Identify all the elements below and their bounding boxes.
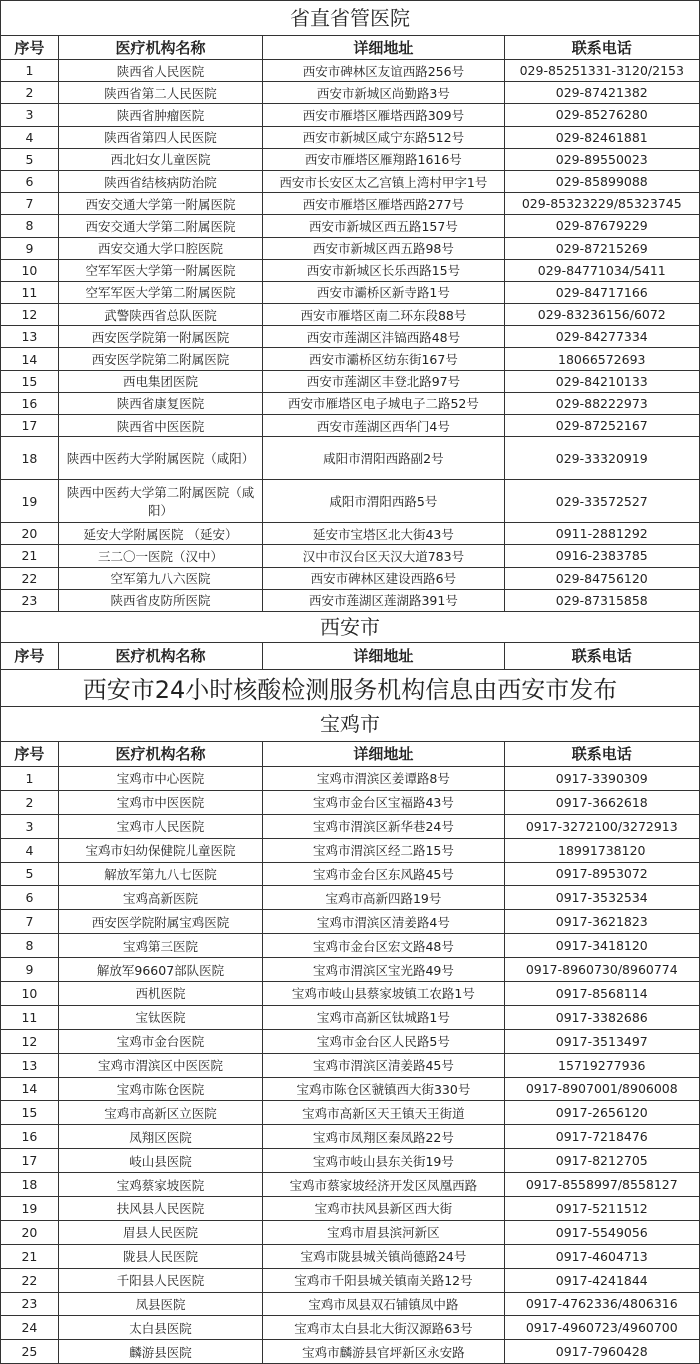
hospital-name: 宝鸡市高新区立医院 <box>59 1101 263 1124</box>
table-row <box>0 1029 700 1053</box>
table-row <box>0 237 700 259</box>
table-row <box>0 544 700 566</box>
table-header-row <box>0 741 700 766</box>
hospital-address: 宝鸡市陈仓区虢镇西大街330号 <box>263 1078 504 1101</box>
row-number: 20 <box>1 1221 59 1244</box>
hospital-phone: 0917-5549056 <box>555 1224 648 1240</box>
hospital-address: 宝鸡市渭滨区新华巷24号 <box>263 815 504 838</box>
hospital-address: 宝鸡市凤翔区秦凤路22号 <box>263 1125 504 1148</box>
table-row <box>0 170 700 192</box>
hospital-name: 凤翔区医院 <box>59 1125 263 1148</box>
hospital-name: 西机医院 <box>59 982 263 1005</box>
header-phone: 联系电话 <box>571 745 632 764</box>
hospital-phone: 0917-4960723/4960700 <box>525 1320 678 1336</box>
hospital-phone: 029-33320919 <box>555 450 648 466</box>
hospital-address: 西安市新城区西五路157号 <box>263 215 504 236</box>
header-name: 医疗机构名称 <box>59 742 263 766</box>
hospital-name: 宝鸡市人民医院 <box>59 815 263 838</box>
row-number: 11 <box>1 1006 59 1029</box>
hospital-phone: 0916-2383785 <box>555 548 648 564</box>
hospital-address: 宝鸡市金台区人民路5号 <box>263 1030 504 1053</box>
table-row <box>0 1077 700 1101</box>
row-number: 7 <box>1 193 59 214</box>
hospital-address: 西安市莲湖区沣镐西路48号 <box>263 326 504 347</box>
table-row <box>0 981 700 1005</box>
hospital-address: 宝鸡市渭滨区姜谭路8号 <box>263 767 504 790</box>
hospital-phone: 0917-4241844 <box>555 1272 648 1288</box>
hospital-address: 西安市新城区咸宁东路512号 <box>263 127 504 148</box>
table-row <box>0 347 700 369</box>
hospital-phone: 029-88222973 <box>555 395 648 411</box>
hospital-phone: 029-87421382 <box>555 85 648 101</box>
table-row <box>0 862 700 886</box>
row-number: 7 <box>1 910 59 933</box>
table-row <box>0 1148 700 1172</box>
hospital-phone: 0917-4762336/4806316 <box>525 1296 678 1312</box>
hospital-address: 宝鸡市岐山县东关街19号 <box>263 1149 504 1172</box>
hospital-name: 陕西省中医医院 <box>59 415 263 436</box>
hospital-address: 宝鸡市太白县北大街汉源路63号 <box>263 1316 504 1339</box>
hospital-address: 宝鸡市千阳县城关镇南关路12号 <box>263 1269 504 1292</box>
hospital-phone: 029-83236156/6072 <box>537 307 666 323</box>
hospital-phone: 0917-8953072 <box>555 866 648 882</box>
table-row <box>0 885 700 909</box>
row-number: 1 <box>1 767 59 790</box>
hospital-name: 空军第九八六医院 <box>59 568 263 589</box>
hospital-name: 陕西省人民医院 <box>59 60 263 81</box>
table-row <box>0 59 700 81</box>
row-number: 3 <box>1 815 59 838</box>
hospital-name: 解放军96607部队医院 <box>59 958 263 981</box>
table-row <box>0 325 700 347</box>
hospital-name: 西北妇女儿童医院 <box>59 149 263 170</box>
table-row <box>0 1196 700 1220</box>
table-row <box>0 148 700 170</box>
hospital-name: 武警陕西省总队医院 <box>59 304 263 325</box>
hospital-address: 延安市宝塔区北大街43号 <box>263 523 504 544</box>
hospital-address: 西安市雁塔区雁塔西路309号 <box>263 104 504 125</box>
table-row <box>0 103 700 125</box>
hospital-phone: 029-84717166 <box>555 284 648 300</box>
header-name: 医疗机构名称 <box>59 643 263 669</box>
header-address: 详细地址 <box>263 742 504 766</box>
section-title: 西安市 <box>0 611 700 642</box>
row-number: 4 <box>1 839 59 862</box>
row-number: 24 <box>1 1316 59 1339</box>
row-number: 5 <box>1 149 59 170</box>
table-row <box>0 1315 700 1339</box>
row-number: 10 <box>1 260 59 281</box>
row-number: 9 <box>1 238 59 259</box>
hospital-name: 西安医学院第一附属医院 <box>59 326 263 347</box>
hospital-name: 麟游县医院 <box>59 1340 263 1363</box>
row-number: 10 <box>1 982 59 1005</box>
hospital-name: 宝钛医院 <box>59 1006 263 1029</box>
row-number: 19 <box>1 1197 59 1220</box>
hospital-phone: 0917-8907001/8906008 <box>525 1081 678 1097</box>
hospital-phone: 029-87215269 <box>555 240 648 256</box>
hospital-name: 宝鸡市中心医院 <box>59 767 263 790</box>
row-number: 14 <box>1 348 59 369</box>
hospital-phone: 029-85323229/85323745 <box>521 196 682 212</box>
hospital-name: 陕西省结核病防治院 <box>59 171 263 192</box>
table-row <box>0 838 700 862</box>
hospital-name: 宝鸡市陈仓医院 <box>59 1078 263 1101</box>
table-row <box>0 414 700 436</box>
row-number: 8 <box>1 934 59 957</box>
hospital-name: 陇县人民医院 <box>59 1245 263 1268</box>
hospital-phone: 0911-2881292 <box>555 526 648 542</box>
table-row <box>0 909 700 933</box>
row-number: 18 <box>1 437 59 479</box>
hospital-phone: 0917-3382686 <box>555 1009 648 1025</box>
hospital-phone: 0917-3272100/3272913 <box>525 818 678 834</box>
hospital-name: 西安医学院附属宝鸡医院 <box>59 910 263 933</box>
hospital-name: 西安交通大学第二附属医院 <box>59 215 263 236</box>
table-row <box>0 1124 700 1148</box>
hospital-address: 西安市雁塔区雁翔路1616号 <box>263 149 504 170</box>
hospital-name: 三二〇一医院（汉中） <box>59 545 263 566</box>
hospital-name: 陕西中医药大学附属医院（咸阳） <box>59 437 263 479</box>
header-no: 序号 <box>1 742 59 766</box>
hospital-address: 宝鸡市金台区宏文路48号 <box>263 934 504 957</box>
hospital-name: 西安交通大学第一附属医院 <box>59 193 263 214</box>
table-row <box>0 567 700 589</box>
hospital-address: 西安市长安区太乙宫镇上湾村甲字1号 <box>263 171 504 192</box>
hospital-name: 西安医学院第二附属医院 <box>59 348 263 369</box>
table-row <box>0 790 700 814</box>
table-row <box>0 1244 700 1268</box>
hospital-phone: 029-87679229 <box>555 218 648 234</box>
table-row <box>0 281 700 303</box>
row-number: 1 <box>1 60 59 81</box>
hospital-name: 宝鸡市妇幼保健院儿童医院 <box>59 839 263 862</box>
hospital-phone: 0917-5211512 <box>555 1200 648 1216</box>
header-no: 序号 <box>1 36 59 59</box>
table-row <box>0 1172 700 1196</box>
hospital-address: 西安市雁塔区雁塔西路277号 <box>263 193 504 214</box>
hospital-name: 陕西省康复医院 <box>59 393 263 414</box>
hospital-name: 西安交通大学口腔医院 <box>59 238 263 259</box>
hospital-name: 陕西省第四人民医院 <box>59 127 263 148</box>
hospital-name: 扶风县人民医院 <box>59 1197 263 1220</box>
hospital-name: 宝鸡高新医院 <box>59 886 263 909</box>
row-number: 20 <box>1 523 59 544</box>
hospital-phone: 0917-3390309 <box>555 770 648 786</box>
row-number: 8 <box>1 215 59 236</box>
row-number: 17 <box>1 1149 59 1172</box>
hospital-name: 宝鸡市金台医院 <box>59 1030 263 1053</box>
section-title: 宝鸡市 <box>0 706 700 741</box>
hospital-name: 岐山县医院 <box>59 1149 263 1172</box>
hospital-address: 宝鸡市凤县双石铺镇凤中路 <box>263 1293 504 1316</box>
hospital-name: 千阳县人民医院 <box>59 1269 263 1292</box>
table-row <box>0 957 700 981</box>
hospital-address: 宝鸡市渭滨区宝光路49号 <box>263 958 504 981</box>
hospital-phone: 18991738120 <box>558 842 646 858</box>
table-row <box>0 1005 700 1029</box>
row-number: 4 <box>1 127 59 148</box>
row-number: 3 <box>1 104 59 125</box>
table-row <box>0 126 700 148</box>
hospital-address: 西安市新城区西五路98号 <box>263 238 504 259</box>
hospital-phone: 0917-4604713 <box>555 1248 648 1264</box>
hospital-address: 西安市新城区尚勤路3号 <box>263 82 504 103</box>
hospital-address: 宝鸡市眉县滨河新区 <box>263 1221 504 1244</box>
header-name: 医疗机构名称 <box>59 36 263 59</box>
hospital-address: 汉中市汉台区天汉大道783号 <box>263 545 504 566</box>
table-row <box>0 81 700 103</box>
table-row <box>0 1220 700 1244</box>
header-no: 序号 <box>1 643 59 669</box>
hospital-address: 西安市莲湖区莲湖路391号 <box>263 590 504 611</box>
xian-notice: 西安市24小时核酸检测服务机构信息由西安市发布 <box>0 669 700 706</box>
hospital-name: 空军军医大学第一附属医院 <box>59 260 263 281</box>
row-number: 6 <box>1 886 59 909</box>
table-row <box>0 522 700 544</box>
table-row <box>0 214 700 236</box>
hospital-phone: 029-85899088 <box>555 174 648 190</box>
row-number: 23 <box>1 590 59 611</box>
hospital-phone: 029-84771034/5411 <box>537 262 666 278</box>
hospital-address: 宝鸡市陇县城关镇尚德路24号 <box>263 1245 504 1268</box>
hospital-address: 宝鸡市麟游县官坪新区永安路 <box>263 1340 504 1363</box>
row-number: 6 <box>1 171 59 192</box>
hospital-phone: 029-87252167 <box>555 418 648 434</box>
hospital-phone: 029-85276280 <box>555 107 648 123</box>
hospital-address: 咸阳市渭阳西路5号 <box>263 480 504 522</box>
hospital-name: 太白县医院 <box>59 1316 263 1339</box>
header-phone: 联系电话 <box>571 39 632 57</box>
table-row <box>0 370 700 392</box>
table-row <box>0 933 700 957</box>
row-number: 21 <box>1 1245 59 1268</box>
header-address: 详细地址 <box>263 36 504 59</box>
hospital-name: 宝鸡市渭滨区中医医院 <box>59 1054 263 1077</box>
hospital-address: 宝鸡市扶风县新区西大街 <box>263 1197 504 1220</box>
table-row <box>0 1053 700 1077</box>
row-number: 13 <box>1 326 59 347</box>
hospital-name: 宝鸡蔡家坡医院 <box>59 1173 263 1196</box>
row-number: 15 <box>1 1101 59 1124</box>
hospital-phone: 0917-2656120 <box>555 1105 648 1121</box>
table-row <box>0 192 700 214</box>
hospital-phone: 029-82461881 <box>555 129 648 145</box>
hospital-phone: 0917-3532534 <box>555 890 648 906</box>
table-header-row <box>0 642 700 669</box>
hospital-name: 凤县医院 <box>59 1293 263 1316</box>
hospital-phone: 029-89550023 <box>555 151 648 167</box>
hospital-address: 西安市碑林区建设西路6号 <box>263 568 504 589</box>
header-address: 详细地址 <box>263 643 504 669</box>
hospital-name: 宝鸡第三医院 <box>59 934 263 957</box>
hospital-phone: 029-85251331-3120/2153 <box>519 63 684 79</box>
table-row <box>0 259 700 281</box>
row-number: 22 <box>1 1269 59 1292</box>
row-number: 12 <box>1 1030 59 1053</box>
hospital-address: 西安市碑林区友谊西路256号 <box>263 60 504 81</box>
table-row <box>0 1268 700 1292</box>
hospital-phone: 0917-8960730/8960774 <box>525 962 678 977</box>
hospital-address: 宝鸡市岐山县蔡家坡镇工农路1号 <box>263 982 504 1005</box>
row-number: 2 <box>1 791 59 814</box>
hospital-name: 眉县人民医院 <box>59 1221 263 1244</box>
hospital-address: 宝鸡市高新区天王镇天王街道 <box>263 1101 504 1124</box>
hospital-phone: 0917-8558997/8558127 <box>525 1177 678 1193</box>
hospital-address: 西安市灞桥区新寺路1号 <box>263 282 504 303</box>
hospital-address: 咸阳市渭阳西路副2号 <box>263 437 504 479</box>
row-number: 11 <box>1 282 59 303</box>
hospital-name: 延安大学附属医院 （延安） <box>59 523 263 544</box>
hospital-phone: 0917-3662618 <box>555 794 648 810</box>
hospital-phone: 0917-7218476 <box>555 1129 648 1145</box>
table-row <box>0 303 700 325</box>
hospital-name: 陕西省皮防所医院 <box>59 590 263 611</box>
hospital-phone: 0917-3418120 <box>555 938 648 954</box>
hospital-name: 西电集团医院 <box>59 371 263 392</box>
hospital-address: 宝鸡市金台区宝福路43号 <box>263 791 504 814</box>
hospital-phone: 029-84756120 <box>555 570 648 586</box>
row-number: 22 <box>1 568 59 589</box>
hospital-name: 陕西省第二人民医院 <box>59 82 263 103</box>
hospital-phone: 0917-3621823 <box>555 914 648 930</box>
hospital-name: 空军军医大学第二附属医院 <box>59 282 263 303</box>
row-number: 23 <box>1 1293 59 1316</box>
row-number: 21 <box>1 545 59 566</box>
hospital-phone: 0917-8212705 <box>555 1153 648 1169</box>
hospital-phone: 0917-3513497 <box>555 1033 648 1049</box>
table-row <box>0 1100 700 1124</box>
hospital-address: 西安市莲湖区丰登北路97号 <box>263 371 504 392</box>
table-row <box>0 1339 700 1363</box>
row-number: 5 <box>1 863 59 886</box>
section-title: 省直省管医院 <box>0 0 700 35</box>
hospital-phone: 029-84277334 <box>555 329 648 345</box>
hospital-address: 西安市雁塔区电子城电子二路52号 <box>263 393 504 414</box>
row-number: 16 <box>1 393 59 414</box>
hospital-phone: 029-33572527 <box>555 493 648 509</box>
table-row <box>0 436 700 479</box>
hospital-phone: 15719277936 <box>558 1057 646 1073</box>
table-row <box>0 1292 700 1316</box>
row-number: 15 <box>1 371 59 392</box>
table-row <box>0 479 700 522</box>
table-row <box>0 392 700 414</box>
hospital-address: 西安市灞桥区纺东街167号 <box>263 348 504 369</box>
hospital-phone: 18066572693 <box>558 351 646 367</box>
hospital-phone: 029-87315858 <box>555 592 648 608</box>
header-phone: 联系电话 <box>571 647 632 666</box>
row-number: 9 <box>1 958 59 981</box>
hospital-address: 西安市新城区长乐西路15号 <box>263 260 504 281</box>
table-header-row <box>0 35 700 59</box>
row-number: 14 <box>1 1078 59 1101</box>
hospital-name: 解放军第九八七医院 <box>59 863 263 886</box>
hospital-address: 宝鸡市蔡家坡经济开发区凤凰西路 <box>263 1173 504 1196</box>
hospital-phone: 029-84210133 <box>555 373 648 389</box>
row-number: 25 <box>1 1340 59 1363</box>
hospital-address: 宝鸡市高新区钛城路1号 <box>263 1006 504 1029</box>
table-row <box>0 589 700 611</box>
hospital-address: 宝鸡市渭滨区清姜路45号 <box>263 1054 504 1077</box>
hospital-address: 宝鸡市高新四路19号 <box>263 886 504 909</box>
row-number: 13 <box>1 1054 59 1077</box>
hospital-name: 宝鸡市中医医院 <box>59 791 263 814</box>
hospital-name: 陕西中医药大学第二附属医院（咸阳） <box>59 480 263 522</box>
table-row <box>0 766 700 790</box>
hospital-address: 宝鸡市金台区东风路45号 <box>263 863 504 886</box>
row-number: 18 <box>1 1173 59 1196</box>
hospital-address: 西安市雁塔区南二环东段88号 <box>263 304 504 325</box>
hospital-name: 陕西省肿瘤医院 <box>59 104 263 125</box>
hospital-address: 宝鸡市渭滨区经二路15号 <box>263 839 504 862</box>
row-number: 19 <box>1 480 59 522</box>
hospital-phone: 0917-7960428 <box>555 1344 648 1360</box>
hospital-address: 西安市莲湖区西华门4号 <box>263 415 504 436</box>
table-row <box>0 814 700 838</box>
row-number: 17 <box>1 415 59 436</box>
row-number: 12 <box>1 304 59 325</box>
row-number: 2 <box>1 82 59 103</box>
hospital-phone: 0917-8568114 <box>555 985 648 1001</box>
row-number: 16 <box>1 1125 59 1148</box>
hospital-address: 宝鸡市渭滨区清姜路4号 <box>263 910 504 933</box>
